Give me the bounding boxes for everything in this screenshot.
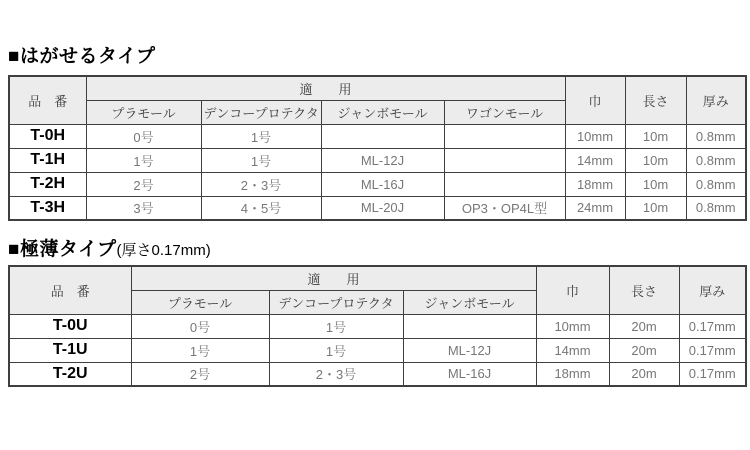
width-cell: 14mm bbox=[565, 148, 625, 172]
table-row bbox=[9, 196, 746, 220]
table-row bbox=[9, 314, 746, 338]
col-header-width: 巾 bbox=[536, 266, 609, 314]
col-header-product-number: 品 番 bbox=[9, 76, 86, 124]
jumbo-moll-cell: ML-12J bbox=[321, 148, 444, 172]
col-header-length: 長さ bbox=[625, 76, 686, 124]
length-cell: 20m bbox=[609, 338, 679, 362]
jumbo-moll-cell bbox=[321, 124, 444, 148]
thickness-cell: 0.8mm bbox=[686, 148, 746, 172]
denko-protector-cell: 1号 bbox=[201, 148, 321, 172]
length-cell: 20m bbox=[609, 362, 679, 386]
plamoll-cell: 1号 bbox=[131, 338, 269, 362]
denko-protector-cell: 2・3号 bbox=[201, 172, 321, 196]
col-header-applicable: 適 用 bbox=[131, 266, 536, 290]
thickness-cell: 0.8mm bbox=[686, 172, 746, 196]
col-header-plamoll: プラモール bbox=[131, 290, 269, 314]
plamoll-cell: 0号 bbox=[86, 124, 201, 148]
plamoll-cell: 2号 bbox=[86, 172, 201, 196]
denko-protector-cell: 2・3号 bbox=[269, 362, 403, 386]
col-header-thickness: 厚み bbox=[686, 76, 746, 124]
product-number-cell: T-2U bbox=[9, 362, 131, 386]
wagon-moll-cell: OP3・OP4L型 bbox=[444, 196, 565, 220]
plamoll-cell: 3号 bbox=[86, 196, 201, 220]
length-cell: 10m bbox=[625, 148, 686, 172]
col-header-denko-protector: デンコープロテクタ bbox=[201, 100, 321, 124]
col-header-length: 長さ bbox=[609, 266, 679, 314]
thickness-cell: 0.17mm bbox=[679, 338, 746, 362]
section-heading-peelable-type bbox=[8, 41, 156, 68]
plamoll-cell: 0号 bbox=[131, 314, 269, 338]
product-number-cell: T-0H bbox=[9, 124, 86, 148]
jumbo-moll-cell bbox=[403, 314, 536, 338]
denko-protector-cell: 1号 bbox=[269, 338, 403, 362]
jumbo-moll-cell: ML-12J bbox=[403, 338, 536, 362]
section-heading-peelable-label: ■はがせるタイプ bbox=[8, 46, 156, 67]
plamoll-cell: 2号 bbox=[131, 362, 269, 386]
product-number-cell: T-1U bbox=[9, 338, 131, 362]
table-row bbox=[9, 148, 746, 172]
section-heading-ultrathin-label: ■極薄タイプ bbox=[8, 239, 117, 260]
length-cell: 10m bbox=[625, 172, 686, 196]
table-row bbox=[9, 338, 746, 362]
width-cell: 18mm bbox=[565, 172, 625, 196]
spec-table-ultrathin bbox=[8, 265, 747, 387]
thickness-cell: 0.8mm bbox=[686, 196, 746, 220]
product-number-cell: T-3H bbox=[9, 196, 86, 220]
col-header-denko-protector: デンコープロテクタ bbox=[269, 290, 403, 314]
col-header-plamoll: プラモール bbox=[86, 100, 201, 124]
table-header-row bbox=[9, 76, 746, 100]
col-header-wagon-moll: ワゴンモール bbox=[444, 100, 565, 124]
wagon-moll-cell bbox=[444, 124, 565, 148]
denko-protector-cell: 4・5号 bbox=[201, 196, 321, 220]
length-cell: 10m bbox=[625, 196, 686, 220]
plamoll-cell: 1号 bbox=[86, 148, 201, 172]
thickness-cell: 0.17mm bbox=[679, 314, 746, 338]
denko-protector-cell: 1号 bbox=[269, 314, 403, 338]
thickness-cell: 0.17mm bbox=[679, 362, 746, 386]
length-cell: 20m bbox=[609, 314, 679, 338]
table-row bbox=[9, 172, 746, 196]
col-header-jumbo-moll: ジャンボモール bbox=[321, 100, 444, 124]
wagon-moll-cell bbox=[444, 172, 565, 196]
table-row bbox=[9, 362, 746, 386]
width-cell: 18mm bbox=[536, 362, 609, 386]
table-row bbox=[9, 124, 746, 148]
jumbo-moll-cell: ML-16J bbox=[403, 362, 536, 386]
jumbo-moll-cell: ML-20J bbox=[321, 196, 444, 220]
product-number-cell: T-2H bbox=[9, 172, 86, 196]
length-cell: 10m bbox=[625, 124, 686, 148]
col-header-jumbo-moll: ジャンボモール bbox=[403, 290, 536, 314]
width-cell: 10mm bbox=[536, 314, 609, 338]
width-cell: 24mm bbox=[565, 196, 625, 220]
section-heading-ultrathin-note: (厚さ0.17mm) bbox=[116, 242, 211, 259]
col-header-product-number: 品 番 bbox=[9, 266, 131, 314]
width-cell: 10mm bbox=[565, 124, 625, 148]
width-cell: 14mm bbox=[536, 338, 609, 362]
thickness-cell: 0.8mm bbox=[686, 124, 746, 148]
section-heading-ultrathin-type bbox=[8, 234, 211, 261]
denko-protector-cell: 1号 bbox=[201, 124, 321, 148]
product-number-cell: T-0U bbox=[9, 314, 131, 338]
jumbo-moll-cell: ML-16J bbox=[321, 172, 444, 196]
col-header-applicable: 適 用 bbox=[86, 76, 565, 100]
table-header-row bbox=[9, 266, 746, 290]
col-header-thickness: 厚み bbox=[679, 266, 746, 314]
wagon-moll-cell bbox=[444, 148, 565, 172]
product-number-cell: T-1H bbox=[9, 148, 86, 172]
col-header-width: 巾 bbox=[565, 76, 625, 124]
spec-table-peelable bbox=[8, 75, 747, 221]
